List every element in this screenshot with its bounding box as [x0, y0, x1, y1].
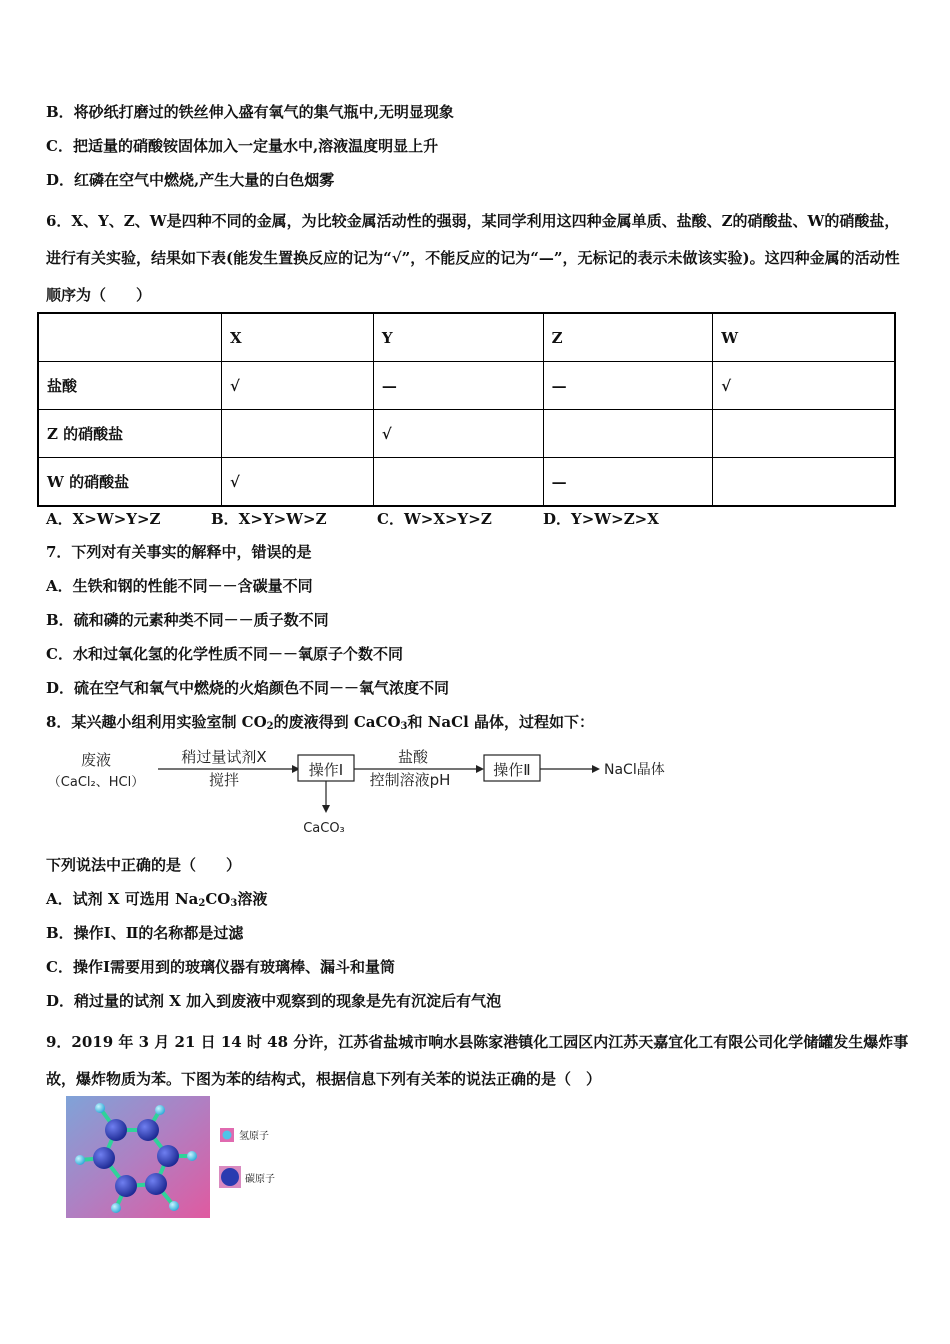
q5-option-c: C．把适量的硝酸铵固体加入一定量水中,溶液温度明显上升: [46, 137, 439, 155]
legend-hydrogen: [219, 1124, 269, 1143]
flow-reagent-label: 稍过量试剂X: [181, 748, 267, 766]
table-cell: √: [222, 362, 374, 410]
table-row: [38, 362, 895, 410]
table-header-w: W: [713, 313, 895, 362]
hydrogen-swatch-icon: [219, 1127, 235, 1143]
q7-option-a: A．生铁和钢的性能不同－－含碳量不同: [46, 577, 313, 595]
table-row-label: 盐酸: [38, 362, 222, 410]
flow-op2-label: 操作Ⅱ: [493, 761, 531, 779]
flow-waste-label: 废液: [80, 751, 112, 769]
q7-option-b: B．硫和磷的元素种类不同－－质子数不同: [46, 611, 329, 629]
q8-option-a: A．试剂 X 可选用 $Na_2CO_3$溶液: [46, 890, 268, 909]
table-cell: [38, 313, 222, 362]
table-cell: [222, 410, 374, 458]
table-row: [38, 458, 895, 507]
legend-carbon-label: 碳原子: [245, 1173, 275, 1185]
flow-arrowhead: [476, 765, 484, 773]
legend-carbon: [219, 1166, 275, 1188]
q6-option-d: D．Y>W>Z>X: [543, 510, 659, 528]
table-row-label: Z 的硝酸盐: [38, 410, 222, 458]
table-cell: √: [222, 458, 374, 507]
q8-prompt: 下列说法中正确的是（ ）: [46, 856, 242, 874]
q8-option-b: B．操作Ⅰ、Ⅱ的名称都是过滤: [46, 924, 244, 942]
table-header-y: Y: [373, 313, 543, 362]
table-cell: [543, 410, 713, 458]
flow-arrowhead: [592, 765, 600, 773]
table-cell: [373, 458, 543, 507]
table-cell: —: [373, 362, 543, 410]
q7-stem: 7．下列对有关事实的解释中，错误的是: [46, 543, 312, 561]
table-cell: [713, 410, 895, 458]
table-cell: √: [713, 362, 895, 410]
q8-option-d: D．稍过量的试剂 X 加入到废液中观察到的现象是先有沉淀后有气泡: [46, 992, 502, 1010]
table-cell: √: [373, 410, 543, 458]
table-row: [38, 313, 895, 362]
process-flow-diagram: [38, 738, 718, 838]
table-header-x: X: [222, 313, 374, 362]
table-cell: —: [543, 362, 713, 410]
flow-ph-label: 控制溶液pH: [369, 771, 451, 789]
flow-acid-label: 盐酸: [397, 748, 429, 766]
q6-option-c: C．W>X>Y>Z: [377, 510, 492, 528]
q7-option-c: C．水和过氧化氢的化学性质不同－－氧原子个数不同: [46, 645, 403, 663]
q6-option-a: A．X>W>Y>Z: [46, 510, 161, 528]
table-header-z: Z: [543, 313, 713, 362]
q5-option-d: D．红磷在空气中燃烧,产生大量的白色烟雾: [46, 171, 335, 189]
table-row: [38, 410, 895, 458]
q8-option-c: C．操作Ⅰ需要用到的玻璃仪器有玻璃棒、漏斗和量筒: [46, 958, 395, 976]
flow-stir-label: 搅拌: [208, 771, 240, 789]
flow-op1-label: 操作Ⅰ: [308, 761, 344, 779]
q6-stem: 6．X、Y、Z、W是四种不同的金属，为比较金属活动性的强弱，某同学利用这四种金属单质、盐酸、Z的硝酸盐、W的硝酸盐，进行有关实验，结果如下表(能发生置换反应的记为“√”，不能反应的记为“—”，无标记的表示未做该实验)。这四种金属的活动性顺序为（ ）: [46, 212, 900, 304]
activity-table: [37, 312, 896, 507]
q7-option-d: D．硫在空气和氧气中燃烧的火焰颜色不同－－氧气浓度不同: [46, 679, 450, 697]
flow-waste-composition: （CaCl₂、HCl）: [47, 775, 145, 790]
table-row-label: W 的硝酸盐: [38, 458, 222, 507]
q5-option-b: B．将砂纸打磨过的铁丝伸入盛有氧气的集气瓶中,无明显现象: [46, 103, 454, 121]
flow-product-label: NaCl晶体: [604, 762, 665, 778]
flow-precipitate-label: CaCO₃: [303, 821, 345, 836]
q6-option-b: B．X>Y>W>Z: [211, 510, 327, 528]
carbon-swatch-icon: [219, 1166, 241, 1188]
legend-hydrogen-label: 氢原子: [239, 1131, 269, 1142]
q9-stem: 9．2019 年 3 月 21 日 14 时 48 分许，江苏省盐城市响水县陈家港镇化工园区内江苏天嘉宜化工有限公司化学储罐发生爆炸事故，爆炸物质为苯。下图为苯的结构式，根据信息下列有关苯的说法正确的是（ ）: [46, 1033, 909, 1088]
table-cell: —: [543, 458, 713, 507]
flow-arrowhead: [322, 805, 330, 813]
q8-stem: 8．某兴趣小组利用实验室制 $CO_2$的废液得到 CaCO$_3$和 NaCl 晶体，过程如下：: [46, 713, 595, 732]
table-cell: [713, 458, 895, 507]
benzene-model-image: [66, 1096, 210, 1218]
